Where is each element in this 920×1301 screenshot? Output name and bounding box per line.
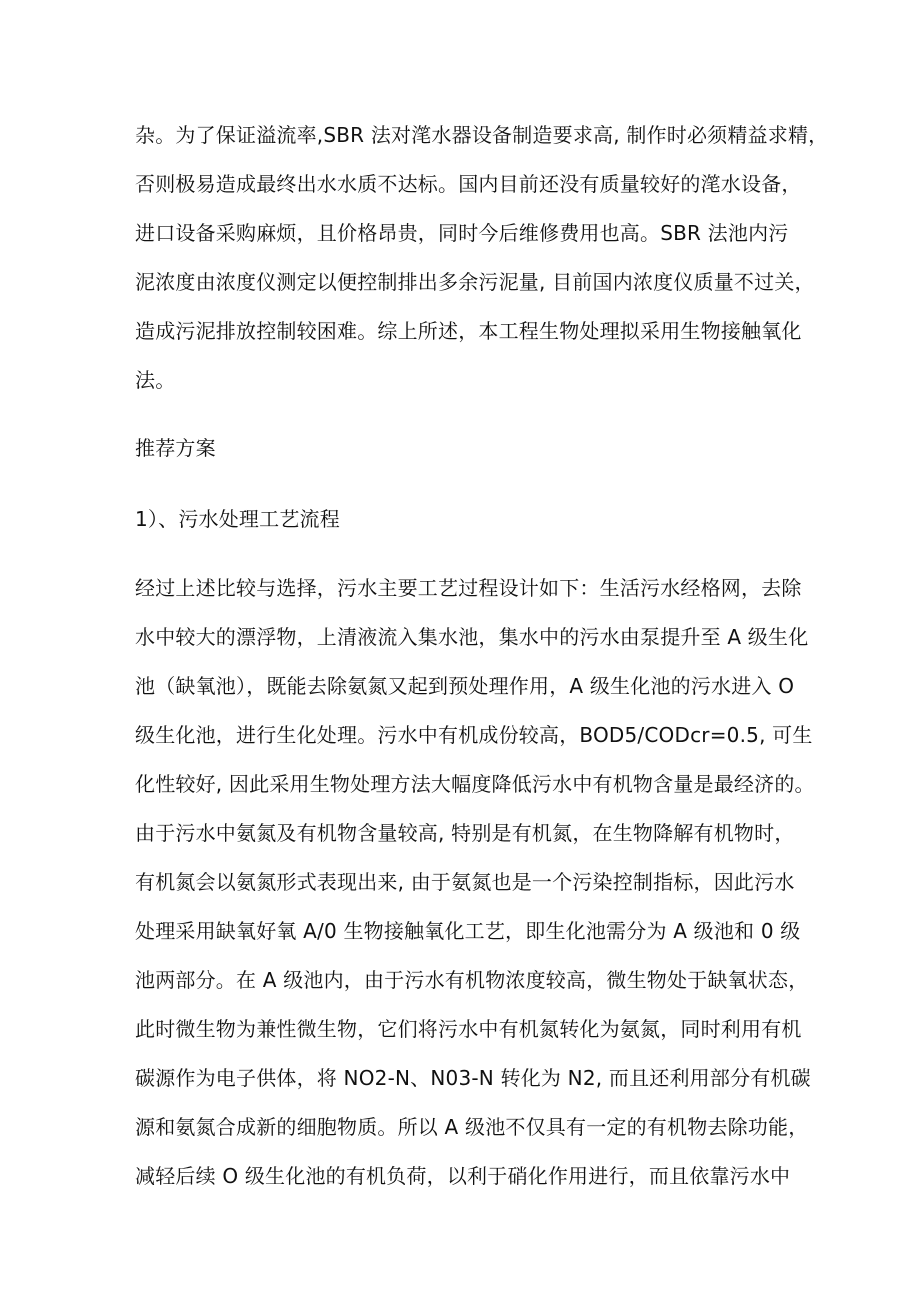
text-line: 有机氮会以氨氮形式表现出来, 由于氨氮也是一个污染控制指标，因此污水 xyxy=(135,870,795,894)
text-line: 由于污水中氨氮及有机物含量较高, 特别是有机氮，在生物降解有机物时， xyxy=(135,821,795,845)
text-line: 池（缺氧池），既能去除氨氮又起到预处理作用，A 级生化池的污水进入 O xyxy=(135,674,795,698)
text-line: 源和氨氮合成新的细胞物质。所以 A 级池不仅具有一定的有机物去除功能， xyxy=(135,1115,809,1139)
text-line: 进口设备采购麻烦，且价格昂贵，同时今后维修费用也高。SBR 法池内污 xyxy=(135,221,789,245)
text-line: 泥浓度由浓度仪测定以便控制排出多余污泥量, 目前国内浓度仪质量不过关， xyxy=(135,270,815,294)
text-line: 法。 xyxy=(135,368,176,392)
heading-recommended-plan: 推荐方案 xyxy=(135,436,216,460)
text-line: 减轻后续 O 级生化池的有机负荷，以利于硝化作用进行，而且依靠污水中 xyxy=(135,1164,791,1188)
text-line: 此时微生物为兼性微生物，它们将污水中有机氮转化为氨氮，同时利用有机 xyxy=(135,1017,802,1041)
text-line: 杂。为了保证溢流率,SBR 法对滗水器设备制造要求高, 制作时必须精益求精， xyxy=(135,123,829,147)
text-line: 化性较好, 因此采用生物处理方法大幅度降低污水中有机物含量是最经济的。 xyxy=(135,772,815,796)
text-line: 经过上述比较与选择，污水主要工艺过程设计如下：生活污水经格网，去除 xyxy=(135,576,802,600)
text-line: 否则极易造成最终出水水质不达标。国内目前还没有质量较好的滗水设备， xyxy=(135,172,802,196)
text-line: 处理采用缺氧好氧 A/0 生物接触氧化工艺，即生化池需分为 A 级池和 0 级 xyxy=(135,919,801,943)
text-line: 碳源作为电子供体，将 NO2-N、N03-N 转化为 N2, 而且还利用部分有机碳 xyxy=(135,1066,811,1090)
text-line: 池两部分。在 A 级池内，由于污水有机物浓度较高，微生物处于缺氧状态， xyxy=(135,968,809,992)
text-line: 造成污泥排放控制较困难。综上所述，本工程生物处理拟采用生物接触氧化 xyxy=(135,319,802,343)
heading-process-flow: 1）、污水处理工艺流程 xyxy=(135,507,340,531)
text-line: 水中较大的漂浮物，上清液流入集水池，集水中的污水由泵提升至 A 级生化 xyxy=(135,625,809,649)
text-line: 级生化池，进行生化处理。污水中有机成份较高，BOD5/CODcr=0.5, 可生 xyxy=(135,723,813,747)
